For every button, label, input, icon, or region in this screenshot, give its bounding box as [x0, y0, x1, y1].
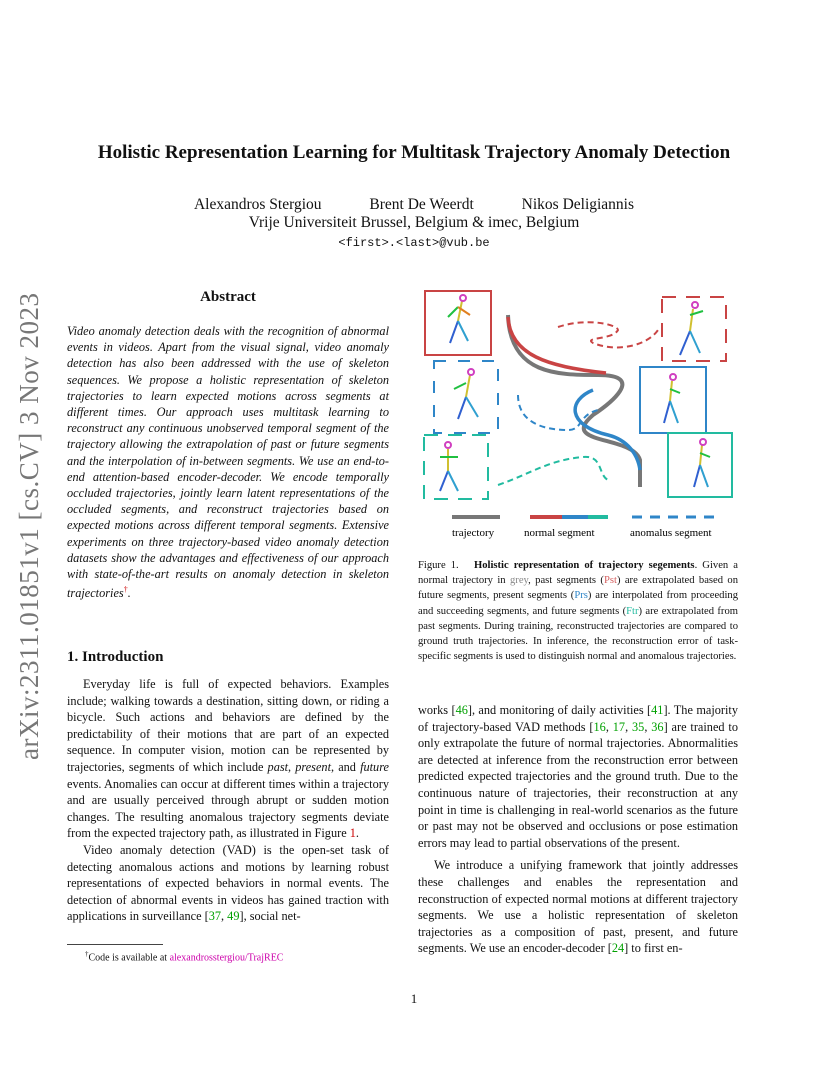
citation-link[interactable]: 49	[227, 909, 240, 924]
normal-box	[640, 367, 706, 433]
paragraph: works [46], and monitoring of daily activities [41]. The majority of trajectory-based VAD methods [16, 17, 35, 36] are trained to only extrapolate the future of normal trajectories. Abnormalities are detected at inference from the reconstruction error between predicted expected trajectories and the ground truth. Due to the continuous nature of trajectories, their reconstruction at any point in time is challenging in real-world scenarios as the future or past may not be observed and occlusions or pose estimation errors may lead to partial observations of the present.	[418, 703, 738, 850]
figure-1	[418, 285, 740, 545]
figure-ref[interactable]: 1	[349, 826, 356, 841]
author-name: Brent De Weerdt	[369, 196, 474, 213]
skeleton-icon	[440, 442, 458, 491]
paper-title: Holistic Representation Learning for Multitask Trajectory Anomaly Detection	[97, 142, 731, 163]
skeleton-icon	[694, 439, 710, 487]
paragraph: We introduce a unifying framework that jointly addresses these challenges and enables the representation and reconstruction of expected normal motions at different trajectory segments. We use a holistic representation of skeleton trajectories as a composition of past, present, and future segments. We use an encoder-decoder [24] to first en-	[418, 858, 738, 956]
normal-segment-red	[508, 317, 606, 373]
citation-link[interactable]: 41	[651, 703, 664, 717]
affiliation: Vrije Universiteit Brussel, Belgium & imec, Belgium	[248, 214, 580, 231]
code-link[interactable]: alexandrosstergiou/TrajREC	[169, 952, 284, 964]
arxiv-id: arXiv:2311.01851v1 [cs.CV] 3 Nov 2023	[14, 292, 44, 760]
footnote: †Code is available at alexandrosstergiou/TrajREC	[85, 950, 284, 964]
citation-link[interactable]: 36	[651, 719, 664, 734]
paragraph: Everyday life is full of expected behaviors. Examples include; walking towards a destination, sitting down, or riding a bicycle. Such actions and behaviors are defined by the predictability of their motions that are part of an expected sequence. In computer vision, motion can be represented by trajectories, segments of which include past, present, and future events. Anomalies can occur at different times within a trajectory and are usually perceived through abrupt or sudden motion changes. The resulting anomalous trajectory segments deviate from the expected trajectory path, as illustrated in Figure 1.	[67, 677, 389, 841]
intro-column-right	[418, 702, 738, 957]
page-number: 1	[410, 991, 418, 1006]
anomaly-box	[662, 297, 726, 361]
email: <first>.<last>@vub.be	[338, 236, 490, 250]
footnote-mark[interactable]: †	[123, 585, 128, 595]
paragraph: Video anomaly detection (VAD) is the open-set task of detecting anomalous actions and motions by learning robust representations of expected behaviors in normal events. The detection of abnormal events in videos has gained traction with applications in surveillance [37, 49], social net-	[67, 842, 389, 924]
citation-link[interactable]: 17	[612, 719, 626, 734]
legend-label: normal segment	[524, 527, 595, 539]
skeleton-icon	[448, 295, 470, 343]
abstract-text: Video anomaly detection deals with the recognition of abnormal events in videos. Apart from the visual signal, video anomaly detection has also been addressed with the use of skeleton sequences. We propose a holistic representation of skeleton trajectories to learn expected motions across segments at different times. Our approach uses multitask learning to reconstruct any continuous unobserved temporal segment of the trajectory allowing the extrapolation of past or future segments and the interpolation of in-between segments. We use an end-to-end attention-based encoder-decoder. We encode temporally occluded trajectories, jointly learn latent representations of the occluded segments, and reconstruct trajectories based on expected motions across different temporal segments. Extensive experiments on three trajectory-based video anomaly detection datasets show the advantages and effectiveness of our approach with state-of-the-art results on anomaly detection in skeleton trajectories	[67, 324, 389, 601]
anomalous-segment-teal	[498, 457, 608, 485]
citation-link[interactable]: 35	[632, 719, 645, 734]
citation-link[interactable]: 37	[208, 909, 222, 924]
figure-caption: Figure 1. Holistic representation of trajectory segements. Given a normal trajectory in grey, past segments (Pst) are extrapolated based on future segments, present segments (Prs) are interpolated from proceeding and succeeding segments, and future segments (Ftr) are extrapolated from past segments. During training, reconstructed trajectories are compared to ground truth trajectories. In inference, the reconstruction error of task-specific segments is used to distinguish normal and anomalous trajectories.	[418, 560, 739, 663]
intro-column-left	[67, 676, 389, 925]
author-name: Alexandros Stergiou	[193, 196, 322, 213]
section-heading: 1. Introduction	[67, 649, 164, 665]
arxiv-stamp	[14, 290, 54, 760]
anomaly-box	[424, 435, 488, 499]
abstract-heading: Abstract	[200, 289, 256, 305]
skeleton-icon	[664, 374, 680, 423]
abstract-body: Video anomaly detection deals with the recognition of abnormal events in videos. Apart from the visual signal, video anomaly detection has also been addressed with the use of skeleton sequences. We propose a holistic representation of skeleton trajectories to learn expected motions across segments at different times. Our approach uses multitask learning to reconstruct any continuous unobserved temporal segment of the trajectory allowing the extrapolation of past or future segments and the interpolation of in-between segments. We use an end-to-end attention-based encoder-decoder. We encode temporally occluded trajectories, jointly learn latent representations of the occluded segments, and reconstruct trajectories based on expected motions across different temporal segments. Extensive experiments on three trajectory-based video anomaly detection datasets show the advantages and effectiveness of our approach with state-of-the-art results on anomaly detection in skeleton trajectories†.	[67, 324, 389, 601]
legend-label: anomalus segment	[630, 527, 712, 539]
citation-link[interactable]: 46	[455, 703, 468, 717]
citation-link[interactable]: 16	[593, 719, 606, 734]
skeleton-icon	[680, 302, 703, 355]
footnote-rule	[67, 944, 163, 945]
anomalous-segment-red	[558, 322, 658, 347]
author-name: Nikos Deligiannis	[521, 196, 635, 213]
trajectory-path	[508, 315, 640, 487]
author-list	[0, 196, 828, 214]
skeleton-icon	[454, 369, 478, 419]
legend-label: trajectory	[452, 527, 495, 539]
citation-link[interactable]: 24	[611, 941, 625, 956]
